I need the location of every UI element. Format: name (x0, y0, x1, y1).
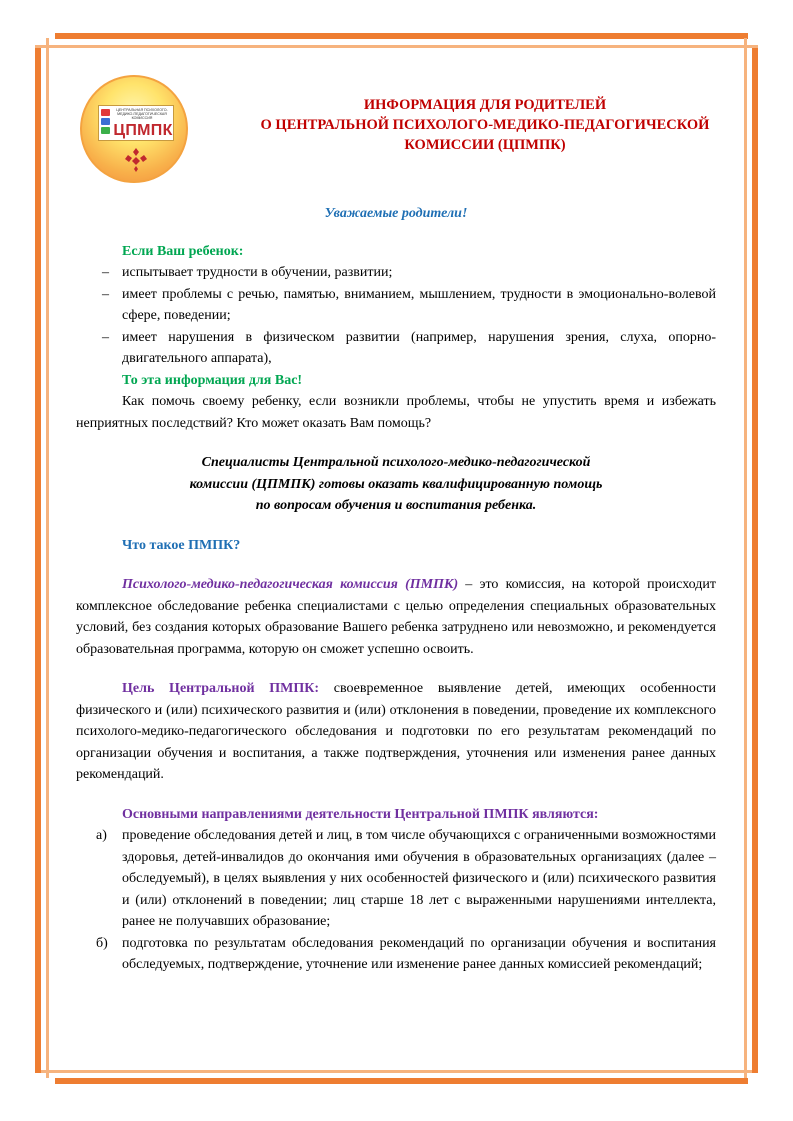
if-child-heading: Если Ваш ребенок: (122, 243, 244, 259)
list-item: а) проведение обследования детей и лиц, в том числе обучающихся с ограниченными возможностями здоровья, детей-инвалидов до окончания ими обучения в образовательных организациях (далее – обследуемый), в целях выявления у них особенностей физического и (или) психического развития и (или) отклонений в поведении; лиц старше 18 лет с выраженными нарушениями интеллекта, ранее не получавших образование; (96, 828, 716, 929)
cpmpk-logo (80, 75, 188, 183)
if-child-conclusion: То эта информация для Вас! (122, 372, 303, 388)
logo-abbr: ЦПМПК (113, 122, 173, 139)
page-title (200, 95, 770, 155)
what-is-definition: Психолого-медико-педагогическая комиссия (ПМПК) – это комиссия, на которой происходит комплексное обследование ребенка специалистами с целью определения специальных образовательных условий, без создания которых образование Вашего ребенка затруднено или невозможно, и рекомендуется образовательная программа, которую он сможет успешно освоить. (76, 577, 716, 657)
frame-right-inner (744, 38, 747, 1078)
help-question: Как помочь своему ребенку, если возникли проблемы, чтобы не упустить время и избежать неприятных последствий? Кто может оказать Вам помощь? (76, 394, 716, 431)
what-is-heading: Что такое ПМПК? (122, 537, 241, 553)
list-item: б) подготовка по результатам обследования рекомендаций по организации обучения и воспитания обследуемых, подтверждение, уточнение или изменение ранее данных комиссией рекомендаций; (96, 935, 716, 972)
frame-left-outer (35, 48, 41, 1073)
logo-card (98, 105, 174, 141)
frame-right-outer (752, 48, 758, 1073)
title-line-3: КОМИССИИ (ЦПМПК) (404, 137, 566, 153)
frame-left-inner (46, 38, 49, 1078)
main-content (76, 203, 716, 976)
emblem-icon (124, 147, 148, 173)
logo-small-text: ЦЕНТРАЛЬНАЯ ПСИХОЛОГО-МЕДИКО-ПЕДАГОГИЧЕСКАЯ КОМИССИЯ (116, 108, 168, 120)
frame-top-outer (55, 33, 748, 39)
list-item: – испытывает трудности в обучении, развитии; (102, 265, 393, 280)
specialists-block: Специалисты Центральной психолого-медико-педагогической комиссии (ЦПМПК) готовы оказать квалифицированную помощь по вопросам обучения и воспитания ребенка. (189, 455, 603, 513)
directions-heading: Основными направлениями деятельности Центральной ПМПК являются: (122, 806, 599, 822)
list-item: – имеет нарушения в физическом развитии (например, нарушения зрения, слуха, опорно-двигательного аппарата), (102, 329, 716, 366)
frame-top-inner (35, 45, 758, 48)
title-line-2: О ЦЕНТРАЛЬНОЙ ПСИХОЛОГО-МЕДИКО-ПЕДАГОГИЧЕСКОЙ (260, 117, 710, 133)
list-item: – имеет проблемы с речью, памятью, вниманием, мышлением, трудности в эмоционально-волевой сфере, поведении; (102, 286, 716, 323)
logo-icons (101, 109, 112, 139)
frame-bottom-outer (55, 1078, 748, 1084)
title-line-1: ИНФОРМАЦИЯ ДЛЯ РОДИТЕЛЕЙ (363, 97, 607, 113)
goal-paragraph: Цель Центральной ПМПК: своевременное выявление детей, имеющих особенности физического и (или) психического развития и (или) отклонения в поведении, проведение их комплексного психолого-медико-педагогического обследования и подготовки по его результатам рекомендаций по организации обучения и воспитания, а также подтверждения, уточнения или изменения ранее данных рекомендаций. (76, 681, 716, 782)
greeting: Уважаемые родители! (324, 206, 468, 221)
frame-bottom-inner (35, 1070, 758, 1073)
